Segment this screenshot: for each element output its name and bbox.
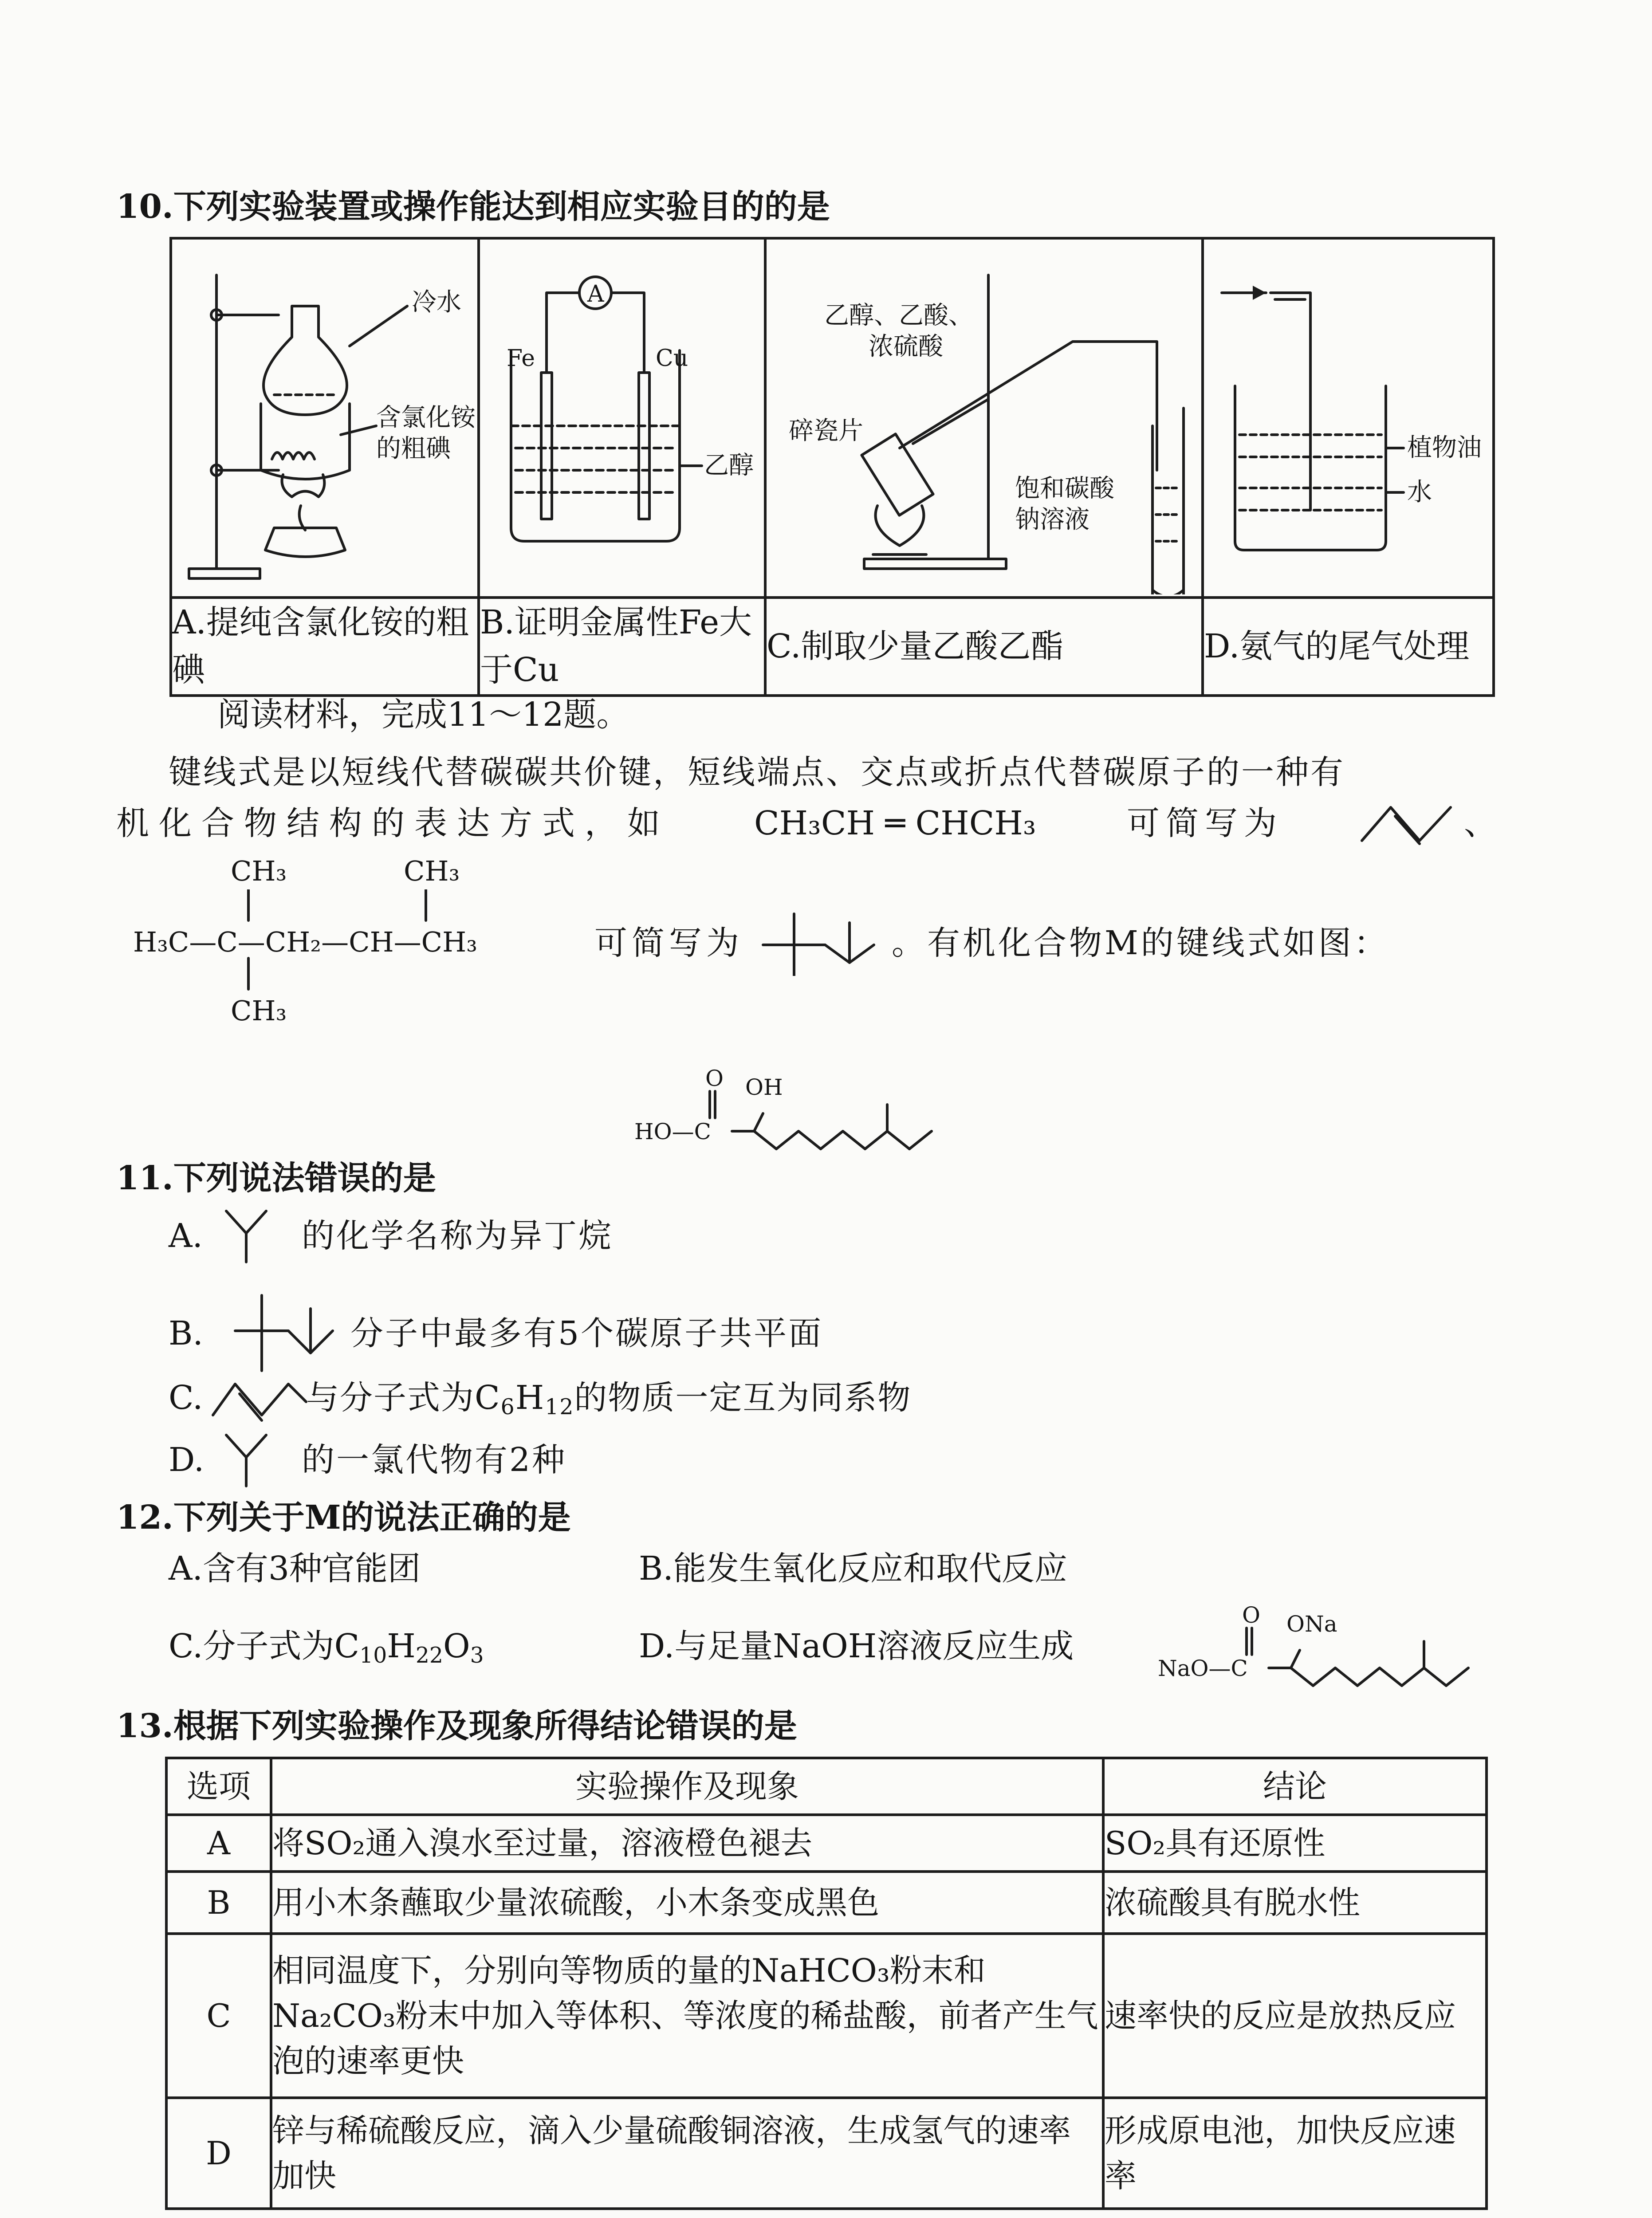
- q12-option-a: A.含有3种官能团: [169, 1549, 421, 1588]
- q11-a-text: 的化学名称为异丁烷: [302, 1217, 613, 1255]
- reading-line-2-end: 、: [1464, 804, 1497, 842]
- q13-row-b-conclusion: 浓硫酸具有脱水性: [1103, 1872, 1487, 1934]
- reading-line-2-formula: CH₃CH ═ CHCH₃: [754, 804, 1036, 842]
- table-row: [166, 1815, 1487, 1872]
- q13-row-a-operation: 将SO₂通入溴水至过量，溶液橙色褪去: [271, 1815, 1103, 1872]
- reading-intro: 阅读材料，完成11～12题。: [217, 696, 629, 734]
- q11-b-text: 分子中最多有5个碳原子共平面: [350, 1314, 823, 1353]
- m-label-hoc: HO—C: [634, 1119, 711, 1144]
- reading-line-2-b: 可简写为: [1127, 804, 1283, 842]
- sodium-salt-structure: [1242, 1619, 1491, 1703]
- q13-table: [165, 1757, 1488, 2210]
- fig-c-label-solution-2: 钠溶液: [1015, 505, 1090, 534]
- struct-main-chain: H₃C—C—CH₂—CH—CH₃: [133, 926, 478, 958]
- q12-option-c: C.分子式为$C_{10}H_{22}O_3$: [169, 1627, 484, 1668]
- q13-row-d-conclusion: 形成原电池，加快反应速率: [1103, 2098, 1487, 2209]
- fig-a-label-crude-1: 含氯化铵: [376, 403, 476, 432]
- table-row: [166, 1872, 1487, 1934]
- reading-line-3-c: 。有机化合物M的键线式如图：: [892, 924, 1389, 962]
- q12-stem: 12.下列关于M的说法正确的是: [116, 1498, 571, 1537]
- q11-c-label: C.: [169, 1379, 203, 1417]
- m-label-oh: OH: [745, 1074, 783, 1100]
- q13-row-c-option: C: [166, 1934, 271, 2098]
- q13-stem: 13.根据下列实验操作及现象所得结论错误的是: [116, 1707, 797, 1745]
- fig-a-label-crude-2: 的粗碘: [376, 434, 451, 463]
- q13-header-operation: 实验操作及现象: [271, 1758, 1103, 1815]
- q12-option-b: B.能发生氧化反应和取代反应: [639, 1549, 1067, 1588]
- fig-b-cell: [479, 238, 765, 598]
- q13-header-option: 选项: [166, 1758, 271, 1815]
- q13-row-c-operation: 相同温度下，分别向等物质的量的NaHCO₃粉末和Na₂CO₃粉末中加入等体积、等浓度的稀盐酸，前者产生气泡的速率更快: [271, 1934, 1103, 2098]
- water-label: 水: [1407, 478, 1432, 507]
- vegetable-oil-label: 植物油: [1407, 433, 1482, 462]
- q10-option-d: D.氨气的尾气处理: [1203, 598, 1494, 696]
- q10-stem: 10.下列实验装置或操作能达到相应实验目的的是: [116, 188, 830, 226]
- tail-gas-absorption-figure: [1204, 240, 1492, 594]
- fig-d-cell: [1203, 238, 1494, 598]
- q11-b-label: B.: [169, 1314, 203, 1353]
- q13-row-c-conclusion: 速率快的反应是放热反应: [1103, 1934, 1487, 2098]
- dimethylpentane-skeleton-icon-b: [231, 1286, 346, 1375]
- reading-line-1: 键线式是以短线代替碳碳共价键，短线端点、交点或折点代替碳原子的一种有: [169, 753, 1345, 791]
- cu-electrode-label: Cu: [656, 345, 688, 372]
- galvanic-cell-figure: [480, 240, 764, 594]
- butene-skeleton-icon: [1357, 798, 1459, 847]
- q11-stem: 11.下列说法错误的是: [116, 1159, 436, 1197]
- fe-electrode-label: Fe: [507, 345, 535, 372]
- fig-a-label-cold-water: 冷水: [412, 288, 461, 317]
- q10-apparatus-table: [169, 237, 1495, 697]
- dimethylpentane-skeleton-icon: [754, 909, 887, 976]
- fig-c-label-reagents-1: 乙醇、乙酸、: [824, 301, 973, 330]
- q13-header-conclusion: 结论: [1103, 1758, 1487, 1815]
- fig-c-label-reagents-2: 浓硫酸: [869, 332, 943, 361]
- q11-c-text: 与分子式为$C_6H_{12}$的物质一定互为同系物: [306, 1379, 912, 1420]
- ester-preparation-figure: [767, 240, 1201, 594]
- q11-a-label: A.: [169, 1217, 203, 1255]
- q12-d-label-o: O: [1242, 1602, 1260, 1628]
- ethanol-label: 乙醇: [704, 451, 754, 480]
- q10-option-c: C.制取少量乙酸乙酯: [765, 598, 1203, 696]
- isobutane-skeleton-icon-d: [222, 1431, 271, 1488]
- compound-m-structure: [705, 1082, 954, 1167]
- q13-row-d-operation: 锌与稀硫酸反应，滴入少量硫酸铜溶液，生成氢气的速率加快: [271, 2098, 1103, 2209]
- q13-row-a-conclusion: SO₂具有还原性: [1103, 1815, 1487, 1872]
- struct-label-ch3-top-1: CH₃: [231, 855, 287, 887]
- table-row: [166, 2098, 1487, 2209]
- q11-d-label: D.: [169, 1441, 205, 1479]
- fig-c-label-chips: 碎瓷片: [789, 417, 863, 445]
- q12-d-label-naoc: NaO—C: [1158, 1656, 1248, 1681]
- q13-row-a-option: A: [166, 1815, 271, 1872]
- fig-a-cell: [171, 238, 479, 598]
- q12-d-label-ona: ONa: [1286, 1611, 1337, 1637]
- q11-d-text: 的一氯代物有2种: [302, 1441, 567, 1479]
- fig-c-cell: [765, 238, 1203, 598]
- q12-option-d: D.与足量NaOH溶液反应生成: [639, 1627, 1074, 1665]
- fig-c-label-solution-1: 饱和碳酸: [1015, 474, 1114, 503]
- q10-option-a: A.提纯含氯化铵的粗碘: [171, 598, 479, 696]
- isobutane-skeleton-icon: [222, 1207, 271, 1264]
- q13-row-b-option: B: [166, 1872, 271, 1934]
- sublimation-apparatus-figure: [172, 240, 477, 594]
- m-label-o: O: [705, 1066, 724, 1091]
- hexene-skeleton-icon: [208, 1375, 311, 1424]
- q10-option-b: B.证明金属性Fe大于Cu: [479, 598, 765, 696]
- table-row: [166, 1934, 1487, 2098]
- ammeter-label: A: [587, 281, 604, 307]
- q13-row-b-operation: 用小木条蘸取少量浓硫酸，小木条变成黑色: [271, 1872, 1103, 1934]
- struct-label-ch3-bottom: CH₃: [231, 995, 287, 1027]
- reading-line-3-b: 可简写为: [594, 924, 743, 962]
- struct-label-ch3-top-2: CH₃: [404, 855, 460, 887]
- reading-line-2-a: 机化合物结构的表达方式，如: [116, 804, 670, 842]
- q13-row-d-option: D: [166, 2098, 271, 2209]
